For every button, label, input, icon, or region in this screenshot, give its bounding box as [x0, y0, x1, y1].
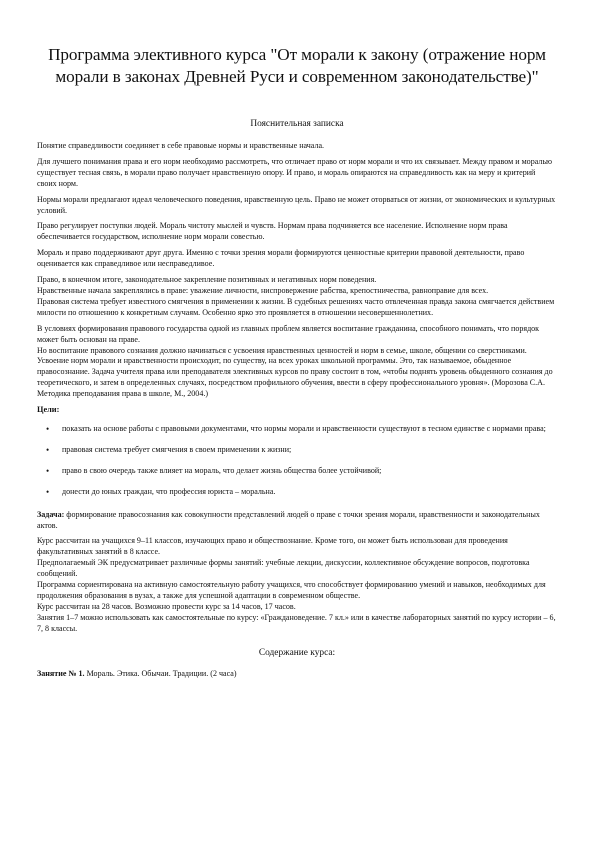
course-lessons-paragraph: Занятия 1–7 можно использовать как самостоятельные по курсу: «Граждановедение. 7 кл.» или в качестве лабораторных занятий по курсу истории – 6, 7, 8 классы. [37, 612, 556, 633]
goals-list [37, 424, 557, 498]
course-contents-heading: Содержание курса: [258, 647, 336, 658]
goal-item [37, 445, 557, 456]
bullet-icon: • [46, 486, 50, 497]
course-hours-paragraph: Курс рассчитан на 28 часов. Возможно провести курс за 14 часов, 17 часов. [37, 601, 296, 611]
goal-item [37, 424, 557, 435]
paragraph-moral-norms: Нормы морали предлагают идеал человеческого поведения, нравственную цель. Право не может оторваться от жизни, от экономических и культурных условий. [37, 194, 556, 215]
lesson-1-label: Занятие № 1. [37, 668, 85, 678]
paragraph-legislative-consolidation: Право, в конечном итоге, законодательное закрепление позитивных и негативных норм поведения. [37, 275, 377, 285]
explanatory-note-heading: Пояснительная записка [250, 119, 344, 129]
task-paragraph [37, 510, 557, 532]
paragraph-mutual-support: Мораль и право поддерживают друг друга. Именно с точки зрения морали формируются ценностные критерии правовой деятельности, право оценивается как справедливое или несправедливое. [37, 248, 525, 269]
goal-text: право в свою очередь также влияет на мораль, что делает жизнь общества более устойчивой; [62, 465, 382, 475]
goal-text: показать на основе работы с правовыми документами, что нормы морали и нравственности существуют в тесном единстве с нормами права; [62, 424, 546, 434]
lesson-1-line [37, 669, 557, 680]
course-audience-paragraph: Курс рассчитан на учащихся 9–11 классов, изучающих право и обществознание. Кроме того, он может быть использован для проведения факультативных занятий в 8 классе. [37, 536, 508, 557]
course-orientation-paragraph: Программа сориентирована на активную самостоятельную работу учащихся, что способствует формированию умений и навыков, необходимых для продолжения образования в вузах, а также для успешной адаптации в современном обществе. [37, 580, 546, 600]
goal-item [37, 487, 557, 498]
task-text: формирование правосознания как совокупности представлений людей о праве с точки зрения морали, нравственности и законодательных актов. [37, 509, 540, 530]
paragraph-justice: Понятие справедливости соединяет в себе правовые нормы и нравственные начала. [37, 141, 325, 150]
paragraph-law-regulates: Право регулирует поступки людей. Мораль чистоту мыслей и чувств. Нормам права подчиняется все население. Исполнение норм права обеспечивается государством, исполнение норм морали совестью. [37, 221, 508, 242]
goal-text: донести до юных граждан, что профессия юриста – моральна. [62, 486, 276, 496]
course-forms-paragraph: Предполагаемый ЭК предусматривает различные формы занятий: учебные лекции, дискуссии, коллективное обсуждение вопросов, подготовка сообщений. [37, 558, 530, 579]
lesson-1-text: Мораль. Этика. Обычаи. Традиции. (2 часа) [84, 668, 237, 678]
paragraph-moral-principles: Нравственные начала закреплялись в праве: уважение личности, ниспровержение рабства, крепостничества, равноправие для всех. [37, 285, 489, 295]
paragraph-legal-consciousness: Но воспитание правового сознания должно начинаться с усвоения нравственных ценностей и норм в семье, школе, общении со сверстниками. Усвоение норм морали и нравственности происходит, по существу, на всех уроках школьной программы. Это, так называемое, обыденное правосознание. Задача учителя права или преподавателя элективных курсов по праву состоит в том, «чтобы поднять уровень обыденного сознания до теоретического, и затем в определенных случаях, посредством профильного обучения, ввести в сферу профессионального уровня». (Морозова С.А. Методика преподавания права в школе, М., 2004.) [37, 345, 553, 399]
goal-text: правовая система требует смягчения в своем применении к жизни; [62, 444, 292, 454]
document-title: Программа элективного курса "От морали к закону (отражение норм морали в законах Древней Руси и современном законодательстве)" [48, 45, 546, 86]
paragraph-rule-of-law-state: В условиях формирования правового государства одной из главных проблем является воспитание гражданина, способного понимать, что порядок может быть основан на праве. [37, 323, 540, 344]
bullet-icon: • [46, 444, 50, 455]
task-label: Задача: [37, 509, 65, 519]
paragraph-legal-system-softening: Правовая система требует известного смягчения в применении к жизни. В судебных решениях часто отвлеченная правда закона смягчается действием милости по отношению к конкретным случаям. Особенно ярко это проявляется в отношении несовершеннолетних. [37, 296, 555, 317]
bullet-icon: • [46, 424, 50, 435]
goals-label: Цели: [37, 405, 60, 415]
goal-item [37, 466, 557, 477]
paragraph-law-and-morality: Для лучшего понимания права и его норм необходимо рассмотреть, что отличает право от норм морали и что их связывает. Между правом и моралью существует тесная связь, в морали право получает нравственную опору. И право, и мораль опираются на справедливость как на меру и критерий своих норм. [37, 156, 553, 188]
bullet-icon: • [46, 465, 50, 476]
